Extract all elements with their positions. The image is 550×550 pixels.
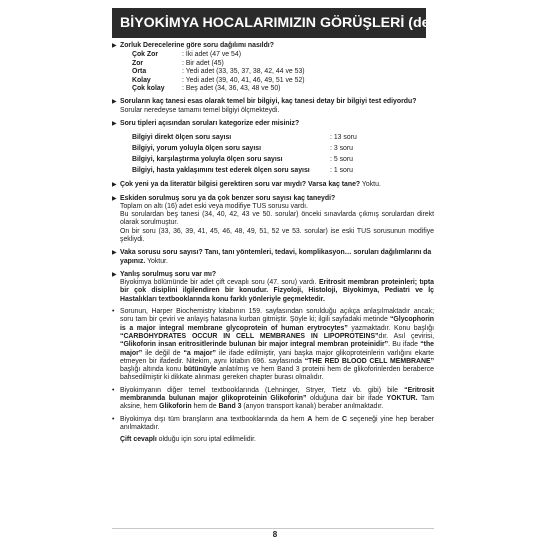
question-text: Soru tipleri açısından soruları kategorize eder misiniz? [120,119,300,127]
footer-divider [112,528,434,529]
arrow-icon: ▶ [112,195,117,202]
arrow-icon: ▶ [112,182,117,189]
category-table [132,132,434,176]
question-difficulty [112,42,434,50]
answer-paragraphs [120,203,434,244]
table-row: Bilgiyi, hasta yaklaşımını test ederek ölçen soru sayısı : 1 soru [132,167,353,175]
table-row: Kolay : Yedi adet (39, 40, 41, 46, 49, 51 ve 52) [132,76,305,84]
bullet-icon: • [112,386,115,394]
question-case [112,249,434,266]
question-text: Çok yeni ya da literatür bilgisi gerektiren soru var mıydı? Varsa kaç tane? [120,181,361,189]
question-text: Soruların kaç tanesi esas olarak temel bir bilgiyi, kaç tanesi detay bir bilgiyi test ediyordu? [120,98,417,106]
page-number: 8 [272,530,278,539]
page-title: BİYOKİMYA HOCALARIMIZIN GÖRÜŞLERİ (devamı) [112,8,426,38]
table-row: Bilgiyi, karşılaştırma yoluyla ölçen soru sayısı : 5 soru [132,156,353,164]
question-text: Zorluk Derecelerine göre soru dağılımı nasıldı? [120,42,274,49]
paragraph: Bu sorulardan beş tanesi (34, 40, 42, 43 ve 50. sorular) önceki sınavlarda çıkmış sorulardan direkt olarak sorulmuştur. [120,211,434,227]
table-row: Çok Zor : İki adet (47 ve 54) [132,51,241,59]
list-item: • Sorunun, Harper Biochemistry kitabının 159. sayfasından sorulduğu açıkça anlaşılmaktadır ancak; soru tam bir çeviri ve anlayış hatasına kurban gitmiştir. Şöyle ki; ilgili sayfadaki metinde “Glycophorin is a major integral membrane glycoprotein of human erytrocytes” yazmaktadır. Konu başlığı “CARBOHYDRATES OCCUR IN CELL MEMBRANES IN LIPOPROTEINS”dır. Asıl çevirisi, “Glikoforin insan eritrositlerinde bulunan bir major integral membran proteinidir”. Bu ifade “the major” ile değil de “a major” ile ifade edilmiştir, yani başka major glikoproteinlerin varlığını ekarte etmeyen bir ifadedir. Nitekim, aynı kitabın 696. sayfasında “THE RED BLOOD CELL MEMBRANE” başlığı altında konu bütünüyle anlatılmış ve hem Band 3 proteini hem de glikoforinlerden beraberce bahsedilmiştir ki dikkate alınması gereken chapter burası olmalıdır. [112,308,435,382]
answer-text: Yoktur. [145,257,168,265]
paragraph: Toplam on altı (16) adet eski veya modifiye TUS sorusu vardı. [120,202,308,210]
arrow-icon: ▶ [112,271,117,278]
difficulty-table [132,51,434,93]
table-row: Bilgiyi direkt ölçen soru sayısı : 13 soru [132,134,357,142]
paragraph: On bir soru (33, 36, 39, 41, 45, 46, 48, 49, 51, 52 ve 53. sorular) ise eski TUS sorusunun modifiye şekliydi. [120,227,434,243]
question-repeated [112,195,434,203]
list-item: • Biyokimya dışı tüm branşların ana textbooklarında da hem A hem de C seçeneği yine hep beraber anılmaktadır. [112,415,434,431]
content [112,42,434,445]
conclusion: Çift cevaplı olduğu için soru iptal edilmelidir. [120,436,256,444]
question-text: Eskiden sorulmuş soru ya da çok benzer soru sayısı kaç taneydi? [120,194,336,202]
bullet-icon: • [112,415,115,423]
table-row: Çok kolay : Beş adet (34, 36, 43, 48 ve 50) [132,84,281,92]
bullet-list [112,308,434,432]
arrow-icon: ▶ [112,250,117,257]
answer-text: Sorular neredeyse tamamı temel bilgiyi ölçmekteydi. [120,106,280,114]
bullet-icon: • [112,308,115,316]
answer-text: Yoktu. [360,181,381,189]
question-new-literature [112,181,434,189]
arrow-icon: ▶ [112,99,117,106]
question-categories [112,120,434,128]
table-row: Bilgiyi, yorum yoluyla ölçen soru sayısı : 3 soru [132,145,353,153]
table-row: Zor : Bir adet (45) [132,59,224,67]
list-item: • Biyokimyanın diğer temel textbooklarında (Lehninger, Stryer, Tietz vb. gibi) bile “Eritrosit membranında bulunan major glikoproteinin Glikoforin” olduğuna dair bir ifade YOKTUR. Tam aksine, hem Glikoforin hem de Band 3 (anyon transport kanalı) beraber anılmaktadır. [112,386,434,411]
question-text: Vaka sorusu soru sayısı? Tanı, tanı yöntemleri, tedavi, komplikasyon… soruları dağılımlarını da yapınız. [120,249,432,265]
arrow-icon: ▶ [112,43,117,49]
question-wrong [112,271,434,279]
table-row: Orta : Yedi adet (33, 35, 37, 38, 42, 44 ve 53) [132,68,305,76]
question-text: Yanlış sorulmuş soru var mı? [120,270,217,278]
answer-paragraph: Biyokimya bölümünde bir adet çift cevaplı soru (47. soru) vardı. Eritrosit membran proteinleri; tıpta bir çok disiplini ilgilendiren bir konudur. Fizyoloji, Histoloji, Biyokimya, Pediatri ve İç Hastalıkları textbooklarında konu farklı yönleriyle geçmektedir. [120,279,435,303]
question-basic-vs-detail [112,98,434,115]
arrow-icon: ▶ [112,120,117,127]
